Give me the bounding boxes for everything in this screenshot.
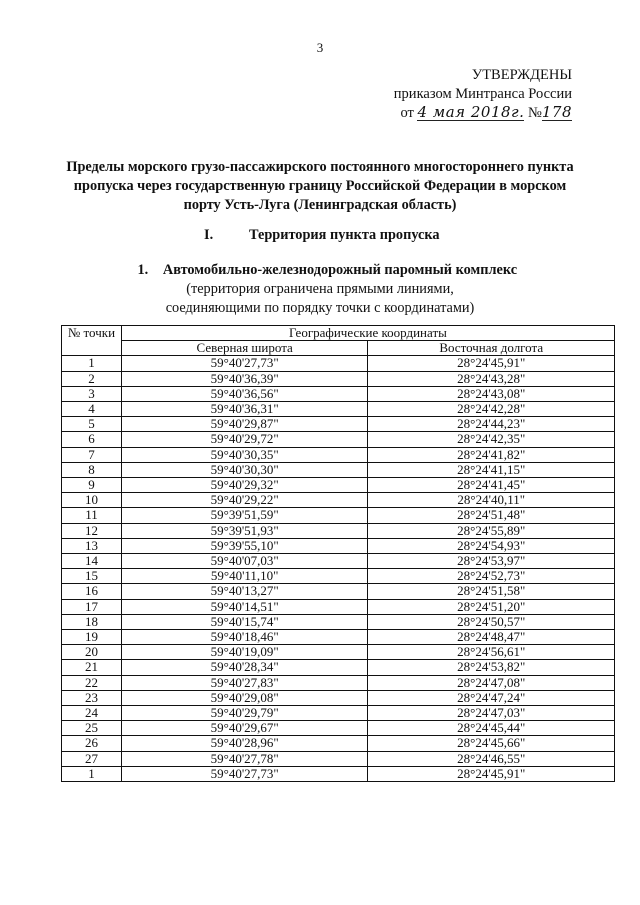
point-number-cell: 1 [62, 356, 122, 371]
latitude-cell: 59°40'11,10" [121, 569, 368, 584]
longitude-cell: 28°24'53,82" [368, 660, 615, 675]
latitude-cell: 59°40'07,03" [121, 554, 368, 569]
table-row [62, 371, 615, 386]
longitude-cell: 28°24'48,47" [368, 630, 615, 645]
point-number-cell: 15 [62, 569, 122, 584]
latitude-cell: 59°40'29,72" [121, 432, 368, 447]
point-number-cell: 8 [62, 462, 122, 477]
longitude-cell: 28°24'56,61" [368, 645, 615, 660]
longitude-cell: 28°24'52,73" [368, 569, 615, 584]
point-number-cell: 27 [62, 751, 122, 766]
latitude-cell: 59°40'36,56" [121, 386, 368, 401]
latitude-cell: 59°40'36,31" [121, 402, 368, 417]
page-number: 3 [316, 40, 324, 55]
table-row [62, 478, 615, 493]
longitude-cell: 28°24'41,15" [368, 462, 615, 477]
longitude-cell: 28°24'45,91" [368, 356, 615, 371]
point-number-cell: 12 [62, 523, 122, 538]
latitude-cell: 59°40'29,67" [121, 721, 368, 736]
longitude-cell: 28°24'42,28" [368, 402, 615, 417]
point-number-cell: 1 [62, 766, 122, 781]
longitude-cell: 28°24'43,08" [368, 386, 615, 401]
longitude-cell: 28°24'40,11" [368, 493, 615, 508]
point-number-cell: 11 [62, 508, 122, 523]
table-row [62, 584, 615, 599]
table-row [62, 751, 615, 766]
longitude-cell: 28°24'51,20" [368, 599, 615, 614]
latitude-cell: 59°39'55,10" [121, 538, 368, 553]
latitude-cell: 59°39'51,93" [121, 523, 368, 538]
latitude-cell: 59°40'29,79" [121, 706, 368, 721]
longitude-cell: 28°24'51,48" [368, 508, 615, 523]
point-number-cell: 7 [62, 447, 122, 462]
point-number-cell: 26 [62, 736, 122, 751]
header-latitude: Северная широта [121, 341, 368, 356]
longitude-cell: 28°24'55,89" [368, 523, 615, 538]
latitude-cell: 59°40'27,73" [121, 356, 368, 371]
approval-title: УТВЕРЖДЕНЫ [471, 67, 572, 83]
latitude-cell: 59°39'51,59" [121, 508, 368, 523]
table-row [62, 523, 615, 538]
point-number-cell: 22 [62, 675, 122, 690]
header-geo-coordinates: Географические координаты [121, 326, 614, 341]
point-number-cell: 13 [62, 538, 122, 553]
table-row [62, 569, 615, 584]
longitude-cell: 28°24'47,03" [368, 706, 615, 721]
document-title: Пределы морского грузо-пассажирского постоянного многостороннего пункта пропуска через государственную границу Российской Федерации в морском порту Усть-Луга (Ленинградская область) [66, 159, 574, 213]
table-row [62, 447, 615, 462]
coordinates-table-body [62, 356, 615, 782]
table-row [62, 538, 615, 553]
table-row [62, 660, 615, 675]
latitude-cell: 59°40'28,34" [121, 660, 368, 675]
point-number-cell: 9 [62, 478, 122, 493]
table-row [62, 417, 615, 432]
latitude-cell: 59°40'14,51" [121, 599, 368, 614]
subsection-label: Автомобильно-железнодорожный паромный комплекс [162, 262, 518, 278]
point-number-cell: 4 [62, 402, 122, 417]
point-number-cell: 18 [62, 614, 122, 629]
latitude-cell: 59°40'36,39" [121, 371, 368, 386]
subsection-heading [60, 261, 580, 318]
table-row [62, 356, 615, 371]
latitude-cell: 59°40'28,96" [121, 736, 368, 751]
table-row [62, 630, 615, 645]
latitude-cell: 59°40'29,32" [121, 478, 368, 493]
longitude-cell: 28°24'45,91" [368, 766, 615, 781]
approval-order-source: приказом Минтранса России [393, 86, 572, 102]
point-number-cell: 25 [62, 721, 122, 736]
longitude-cell: 28°24'50,57" [368, 614, 615, 629]
point-number-cell: 3 [62, 386, 122, 401]
latitude-cell: 59°40'27,73" [121, 766, 368, 781]
table-row [62, 614, 615, 629]
approval-date-prefix: от [400, 105, 414, 121]
longitude-cell: 28°24'43,28" [368, 371, 615, 386]
latitude-cell: 59°40'15,74" [121, 614, 368, 629]
point-number-cell: 10 [62, 493, 122, 508]
latitude-cell: 59°40'30,35" [121, 447, 368, 462]
point-number-cell: 14 [62, 554, 122, 569]
approval-order-line [394, 104, 572, 123]
longitude-cell: 28°24'41,82" [368, 447, 615, 462]
longitude-cell: 28°24'41,45" [368, 478, 615, 493]
table-row [62, 554, 615, 569]
approval-block [394, 66, 572, 123]
header-longitude: Восточная долгота [368, 341, 615, 356]
point-number-cell: 20 [62, 645, 122, 660]
latitude-cell: 59°40'27,83" [121, 675, 368, 690]
subsection-note-1: (территория ограничена прямыми линиями, [186, 281, 454, 297]
table-row [62, 462, 615, 477]
table-row [62, 645, 615, 660]
point-number-cell: 23 [62, 690, 122, 705]
coordinates-table [61, 325, 615, 782]
point-number-cell: 16 [62, 584, 122, 599]
point-number-cell: 24 [62, 706, 122, 721]
latitude-cell: 59°40'30,30" [121, 462, 368, 477]
table-row [62, 386, 615, 401]
table-row [62, 402, 615, 417]
header-point-number: № точки [62, 326, 122, 356]
point-number-cell: 19 [62, 630, 122, 645]
section-number: I. [204, 227, 214, 243]
latitude-cell: 59°40'29,08" [121, 690, 368, 705]
table-row [62, 508, 615, 523]
table-row [62, 736, 615, 751]
approval-number-handwritten: 178 [541, 103, 572, 121]
latitude-cell: 59°40'18,46" [121, 630, 368, 645]
table-row [62, 690, 615, 705]
table-row [62, 493, 615, 508]
point-number-cell: 6 [62, 432, 122, 447]
approval-number-label: № [528, 105, 542, 121]
point-number-cell: 17 [62, 599, 122, 614]
longitude-cell: 28°24'51,58" [368, 584, 615, 599]
approval-date-handwritten: 4 мая 2018г. [417, 103, 525, 121]
table-row [62, 432, 615, 447]
latitude-cell: 59°40'29,87" [121, 417, 368, 432]
longitude-cell: 28°24'53,97" [368, 554, 615, 569]
longitude-cell: 28°24'46,55" [368, 751, 615, 766]
latitude-cell: 59°40'13,27" [121, 584, 368, 599]
longitude-cell: 28°24'44,23" [368, 417, 615, 432]
longitude-cell: 28°24'42,35" [368, 432, 615, 447]
table-row [62, 706, 615, 721]
section-label: Территория пункта пропуска [249, 227, 440, 243]
latitude-cell: 59°40'29,22" [121, 493, 368, 508]
table-row [62, 675, 615, 690]
point-number-cell: 5 [62, 417, 122, 432]
subsection-number: 1. [137, 262, 149, 278]
point-number-cell: 2 [62, 371, 122, 386]
longitude-cell: 28°24'45,44" [368, 721, 615, 736]
table-row [62, 599, 615, 614]
longitude-cell: 28°24'54,93" [368, 538, 615, 553]
section-heading [204, 227, 440, 244]
latitude-cell: 59°40'27,78" [121, 751, 368, 766]
table-row [62, 766, 615, 781]
longitude-cell: 28°24'45,66" [368, 736, 615, 751]
longitude-cell: 28°24'47,24" [368, 690, 615, 705]
point-number-cell: 21 [62, 660, 122, 675]
subsection-note-2: соединяющими по порядку точки с координатами) [165, 300, 475, 316]
longitude-cell: 28°24'47,08" [368, 675, 615, 690]
latitude-cell: 59°40'19,09" [121, 645, 368, 660]
table-row [62, 721, 615, 736]
